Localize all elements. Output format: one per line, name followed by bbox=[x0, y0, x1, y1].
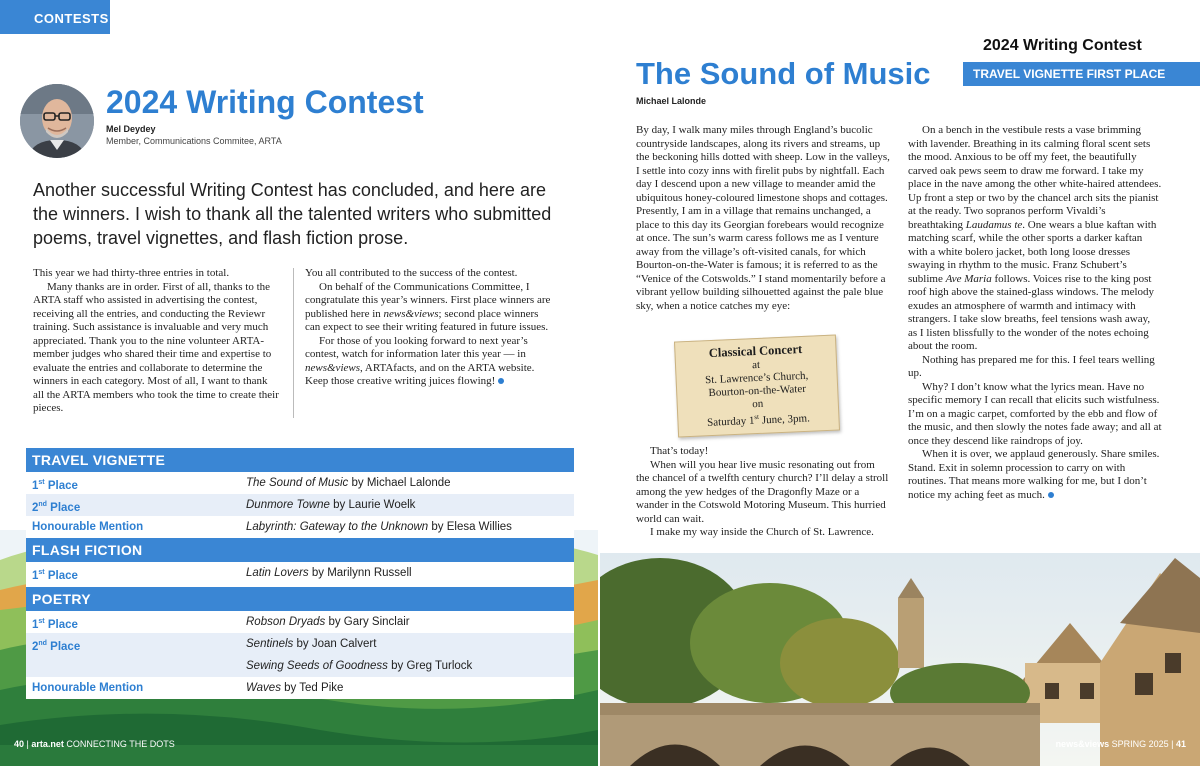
end-mark-icon bbox=[1048, 492, 1054, 498]
category-header: POETRY bbox=[26, 587, 574, 611]
place-label: 1st Place bbox=[32, 569, 78, 582]
entry: Labyrinth: Gateway to the Unknown by Elesa Willies bbox=[246, 521, 512, 533]
table-row bbox=[26, 516, 574, 538]
folio-left: 40 | arta.net CONNECTING THE DOTS bbox=[14, 739, 175, 749]
place-label: 1st Place bbox=[32, 479, 78, 492]
body-column-1 bbox=[33, 267, 279, 416]
notice-line: Saturday 1st June, 3pm. bbox=[706, 412, 811, 429]
place-label: Honourable Mention bbox=[32, 521, 144, 533]
paragraph: I make my way inside the Church of St. Lawrence. bbox=[650, 526, 874, 538]
table-row bbox=[26, 633, 574, 655]
table-row bbox=[26, 677, 574, 699]
paragraph: This year we had thirty-three entries in total. bbox=[33, 267, 230, 279]
folio-right: news&views SPRING 2025 | 41 bbox=[1055, 739, 1186, 749]
paragraph: On a bench in the vestibule rests a vase brimming with lavender. Breathing in its calming floral scent sets the mood. Anxious to be off my feet, the beautifully carved oak pews seem to draw me forward. I take my place in the nave among the other white-haired attendees. Up front a step or two by the chancel arch sits the pianist at the ready. Two sopranos perform Vivaldi’s breathtaking Laudamus te. One wears a blue kaftan with matching scarf, while the other sports a darker kaftan with a white bolero jacket, both long loose dresses swaying in rhythm to the music. Franz Schubert’s sublime Ave Maria follows. Voices rise to the king post roof high above the stained-glass windows. The melody exudes an atmosphere of warmth and intimacy with strangers. I take slow breaths, feel tensions wash away, as I listen blissfully to the wonder of the notes echoing about the room. bbox=[908, 124, 1162, 352]
article-title: 2024 Writing Contest bbox=[106, 84, 424, 120]
winners-table bbox=[26, 448, 574, 699]
paragraph: Nothing has prepared me for this. I feel tears welling up. bbox=[908, 353, 1155, 379]
paragraph: For those of you looking forward to next year’s contest, watch for information later this year — in news&views, ARTAfacts, and on the ARTA website. Keep those creative writing juices flowing! bbox=[305, 334, 535, 387]
notice-line: St. Lawrence’s Church, bbox=[704, 369, 809, 387]
publication-name: news&views bbox=[305, 361, 360, 374]
entry: Latin Lovers by Marilynn Russell bbox=[246, 567, 412, 579]
category-header: TRAVEL VIGNETTE bbox=[26, 448, 574, 472]
paragraph: By day, I walk many miles through England’s bucolic countryside landscapes, along its rivers and streams, up the beckoning hills dotted with sheep. Low in the valleys, I settle into cozy inns with firelit pubs by nightfall. Each day I descend upon a new village to meander amid the ubiquitous honey-coloured limestone shops and cottages. Presently, I am in a village that remains unchanged, a place to this day its Georgian forebears would recognize at once. The sun’s warm caress follows me as I venture away from the village’s oft-visited canals, for which Bourton-on-the-Water is famous; it is referred to as the “Venice of the Cotswolds.” I stand momentarily before a vibrant yellow building silhouetted against the pale blue sky, when a notice catches my eye: bbox=[636, 124, 890, 312]
notice-line: on bbox=[752, 397, 764, 411]
paragraph: You all contributed to the success of the contest. bbox=[305, 267, 518, 279]
paragraph: That’s today! bbox=[650, 445, 709, 457]
table-row bbox=[26, 655, 574, 677]
story-column-1 bbox=[636, 124, 890, 313]
notice-title: Classical Concert bbox=[708, 342, 803, 361]
place-label: 2nd Place bbox=[32, 501, 81, 514]
paragraph: When it is over, we applaud generously. Share smiles. Stand. Exit in solemn procession to carry on with routines. That means more walking for me, but I don’t notice my aching feet as much. bbox=[908, 448, 1160, 501]
table-row bbox=[26, 494, 574, 516]
place-label: Honourable Mention bbox=[32, 682, 144, 694]
author-name: Mel Deydey bbox=[106, 124, 156, 134]
entry: The Sound of Music by Michael Lalonde bbox=[246, 477, 451, 489]
section-tag: CONTESTS bbox=[0, 0, 110, 34]
paragraph: Many thanks are in order. First of all, thanks to the ARTA staff who assisted in advertising the contest, receiving all the entries, and conducting the Reviewr training. Such assistance is invaluable and very much appreciated. Thank you to the nine volunteer ARTA-member judges who shared their time and expertise to evaluate the entries and collaborate to determine the winners in each category. Most of all, I want to thank all the ARTA members who took the time to create their pieces. bbox=[33, 280, 279, 414]
author-avatar bbox=[20, 84, 94, 158]
contest-kicker: 2024 Writing Contest bbox=[983, 37, 1142, 54]
column-divider bbox=[293, 268, 294, 418]
entry: Robson Dryads by Gary Sinclair bbox=[246, 616, 410, 628]
story-title: The Sound of Music bbox=[636, 56, 931, 91]
place-label: 1st Place bbox=[32, 618, 78, 631]
paragraph: Why? I don’t know what the lyrics mean. Have no specific memory I can recall that elicits such wistfulness. I’m on a magic carpet, comforted by the ebb and flow of the music, and then slowly the notes fade away; and all at once they descend like raindrops of joy. bbox=[908, 380, 1162, 447]
table-row bbox=[26, 562, 574, 584]
category-badge: TRAVEL VIGNETTE FIRST PLACE bbox=[963, 62, 1200, 86]
table-row bbox=[26, 472, 574, 494]
paragraph: When will you hear live music resonating out from the chancel of a twelfth century church? I’ll delay a stroll among the yew hedges of the Dragonfly Maze or a wander in the Cotswold Motoring Museum. This hurried world can wait. bbox=[636, 458, 889, 525]
end-mark-icon bbox=[498, 378, 504, 384]
author-role: Member, Communications Commitee, ARTA bbox=[106, 136, 282, 146]
story-author: Michael Lalonde bbox=[636, 96, 707, 106]
notice-line: at bbox=[751, 358, 761, 372]
entry: Waves by Ted Pike bbox=[246, 682, 344, 694]
notice-line: Bourton-on-the-Water bbox=[708, 382, 807, 400]
place-label bbox=[26, 655, 246, 677]
intro-deck: Another successful Writing Contest has concluded, and here are the winners. I wish to thank all the talented writers who submitted poems, travel vignettes, and flash fiction prose. bbox=[33, 180, 552, 248]
entry: Sentinels by Joan Calvert bbox=[246, 638, 377, 650]
entry: Dunmore Towne by Laurie Woelk bbox=[246, 499, 416, 511]
publication-name: news&views bbox=[383, 307, 439, 320]
village-photo bbox=[600, 553, 1200, 766]
body-column-2 bbox=[305, 267, 551, 389]
entry: Sewing Seeds of Goodness by Greg Turlock bbox=[246, 660, 473, 672]
paragraph: On behalf of the Communications Committee, I congratulate this year’s winners. First place winners are published here in news&views; second place winners can expect to see their writing featured in future issues. bbox=[305, 280, 551, 333]
place-label: 2nd Place bbox=[32, 640, 81, 653]
concert-notice bbox=[674, 335, 840, 438]
story-column-1-continued bbox=[636, 445, 890, 540]
category-header: FLASH FICTION bbox=[26, 538, 574, 562]
story-column-2 bbox=[908, 124, 1162, 502]
table-row bbox=[26, 611, 574, 633]
